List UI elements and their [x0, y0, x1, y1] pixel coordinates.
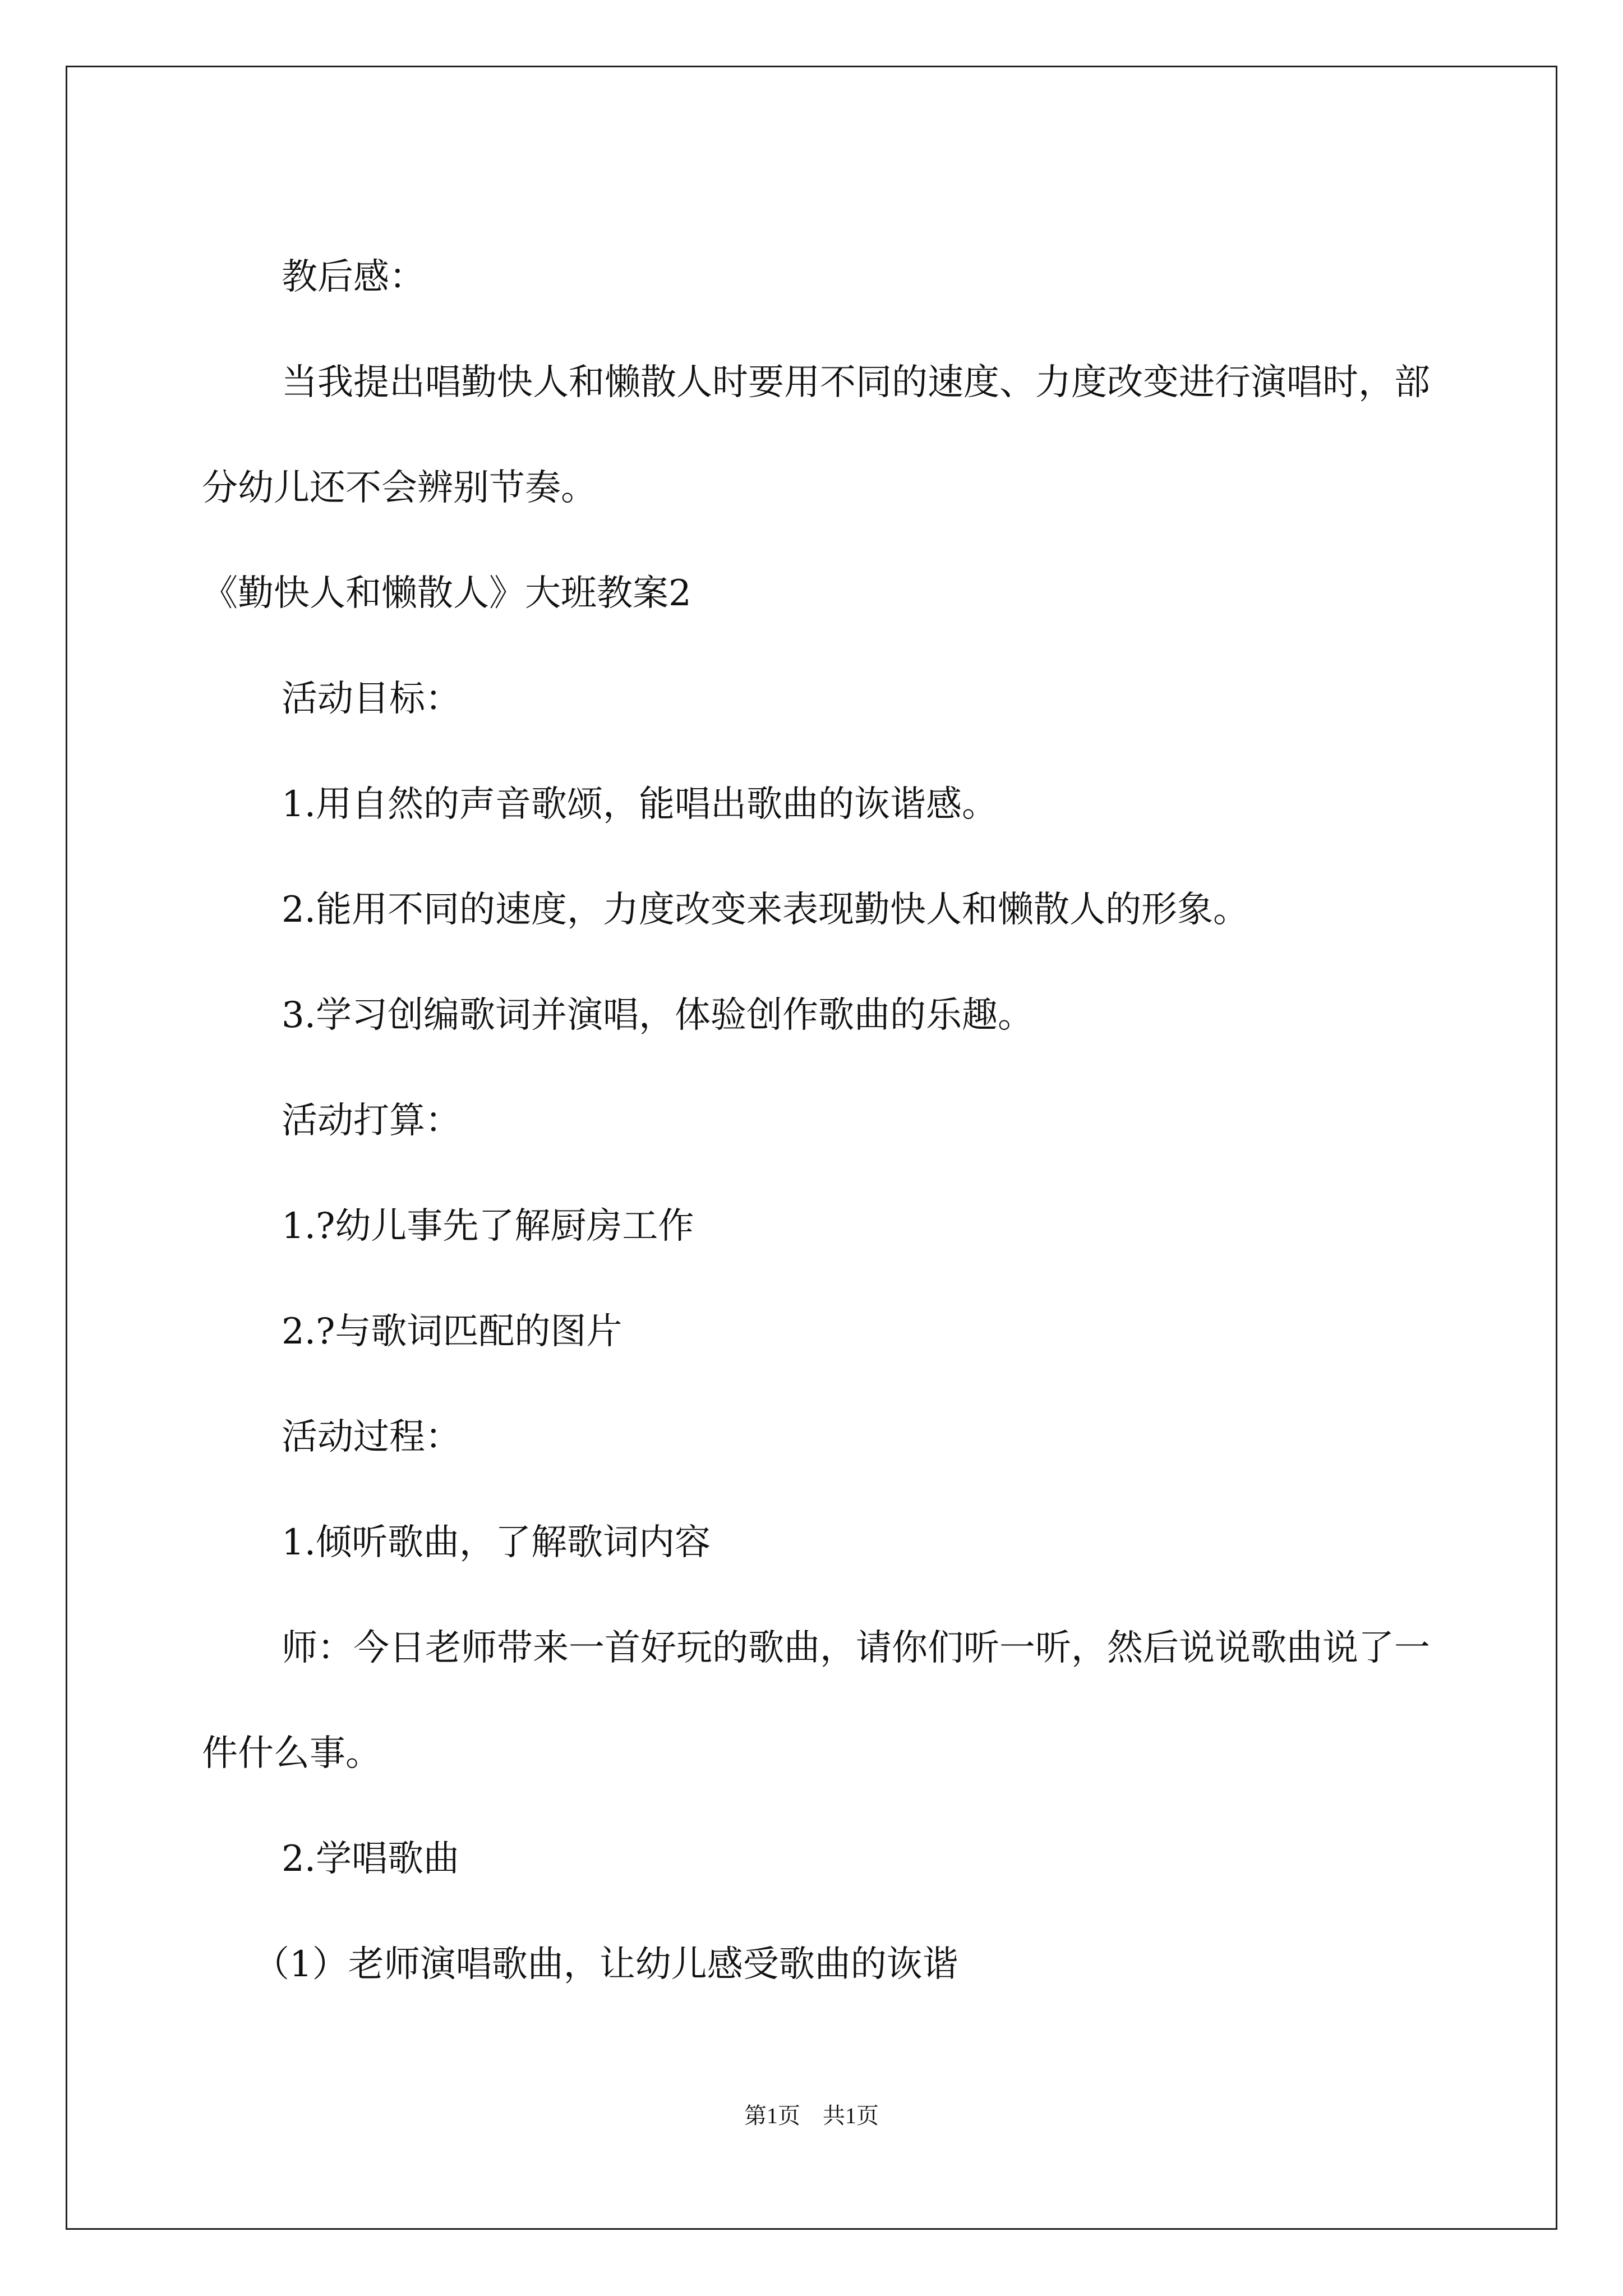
paragraph-preparation-heading: 活动打算： — [282, 1100, 461, 1142]
section-title: 《勤快人和懒散人》大班教案2 — [202, 573, 691, 614]
paragraph-goals-heading: 活动目标： — [282, 678, 461, 720]
page-total: 共1页 — [823, 2103, 879, 2128]
paragraph-reflection-body: 当我提出唱勤快人和懒散人时要用不同的速度、力度改变进行演唱时，部分幼儿还不会辨别节奏。 — [202, 362, 1430, 509]
list-item: 1.倾听歌曲，了解歌词内容 — [282, 1522, 711, 1563]
list-item: 1.?幼儿事先了解厨房工作 — [282, 1205, 694, 1247]
list-item: （1）老师演唱歌曲，让幼儿感受歌曲的诙谐 — [253, 1944, 958, 1985]
paragraph-process-heading: 活动过程： — [282, 1416, 461, 1458]
document-body — [202, 224, 1458, 2017]
page-number: 第1页 — [744, 2103, 800, 2128]
paragraph-reflection-heading: 教后感： — [282, 256, 425, 298]
list-item: 3.学习创编歌词并演唱，体验创作歌曲的乐趣。 — [282, 995, 1034, 1036]
list-item: 2.?与歌词匹配的图片 — [282, 1311, 623, 1352]
paragraph-teacher-speech: 师：今日老师带来一首好玩的歌曲，请你们听一听，然后说说歌曲说了一件什么事。 — [202, 1627, 1430, 1774]
list-item: 1.用自然的声音歌颂，能唱出歌曲的诙谐感。 — [282, 784, 998, 825]
list-item: 2.能用不同的速度，力度改变来表现勤快人和懒散人的形象。 — [282, 889, 1249, 931]
page-footer — [0, 2098, 1623, 2130]
list-item: 2.学唱歌曲 — [282, 1838, 460, 1880]
